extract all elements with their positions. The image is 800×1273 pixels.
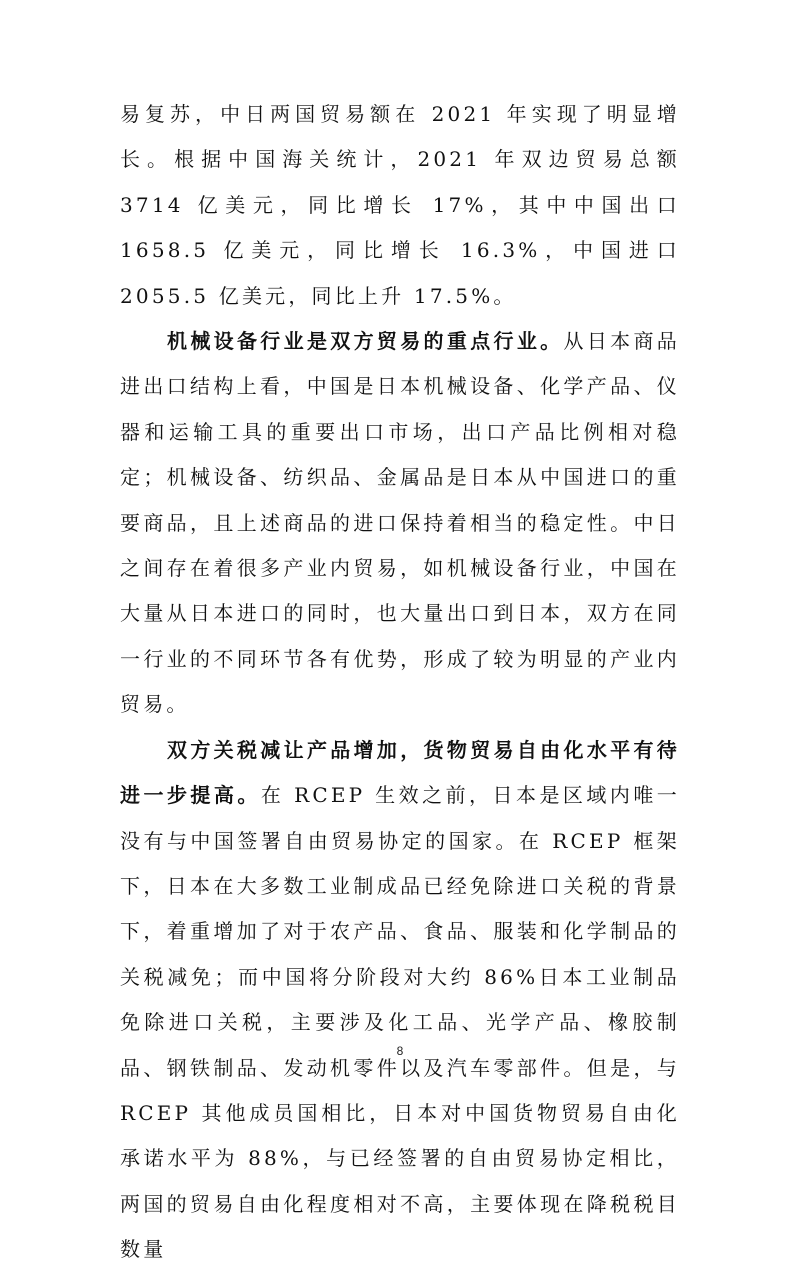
paragraph-heading: 双方关税减让产品增加，货物贸易自由化水平有待进一步提高。 <box>120 737 680 808</box>
paragraph-machinery <box>120 319 680 728</box>
page-number: 8 <box>396 1044 404 1058</box>
paragraph-tariff <box>120 728 680 1273</box>
body-text <box>120 92 680 1273</box>
paragraph-text: 从日本商品进出口结构上看，中国是日本机械设备、化学产品、仪器和运输工具的重要出口市场，出口产品比例相对稳定；机械设备、纺织品、金属品是日本从中国进口的重要商品，且上述商品的进口保持着相当的稳定性。中日之间存在着很多产业内贸易，如机械设备行业，中国在大量从日本进口的同时，也大量出口到日本，双方在同一行业的不同环节各有优势，形成了较为明显的产业内贸易。 <box>120 329 680 717</box>
paragraph-heading: 机械设备行业是双方贸易的重点行业。 <box>167 329 564 354</box>
paragraph-text: 在 RCEP 生效之前，日本是区域内唯一没有与中国签署自由贸易协定的国家。在 RCEP 框架下，日本在大多数工业制成品已经免除进口关税的背景下，着重增加了对于农产品、食品、服装和化学制品的关税减免；而中国将分阶段对大约 86%日本工业制品免除进口关税，主要涉及化工品、光学产品、橡胶制品、钢铁制品、发动机零件以及汽车零部件。但是，与 RCEP 其他成员国相比，日本对中国货物贸易自由化承诺水平为 88%，与已经签署的自由贸易协定相比，两国的贸易自由化程度相对不高，主要体现在降税税目数量 <box>120 783 681 1262</box>
paragraph-text: 易复苏，中日两国贸易额在 2021 年实现了明显增长。根据中国海关统计，2021 年双边贸易总额 3714 亿美元，同比增长 17%，其中中国出口 1658.5 亿美元，同比增长 16.3%，中国进口 2055.5 亿美元，同比上升 17.5%。 <box>120 102 680 308</box>
paragraph-continuation <box>120 92 680 319</box>
